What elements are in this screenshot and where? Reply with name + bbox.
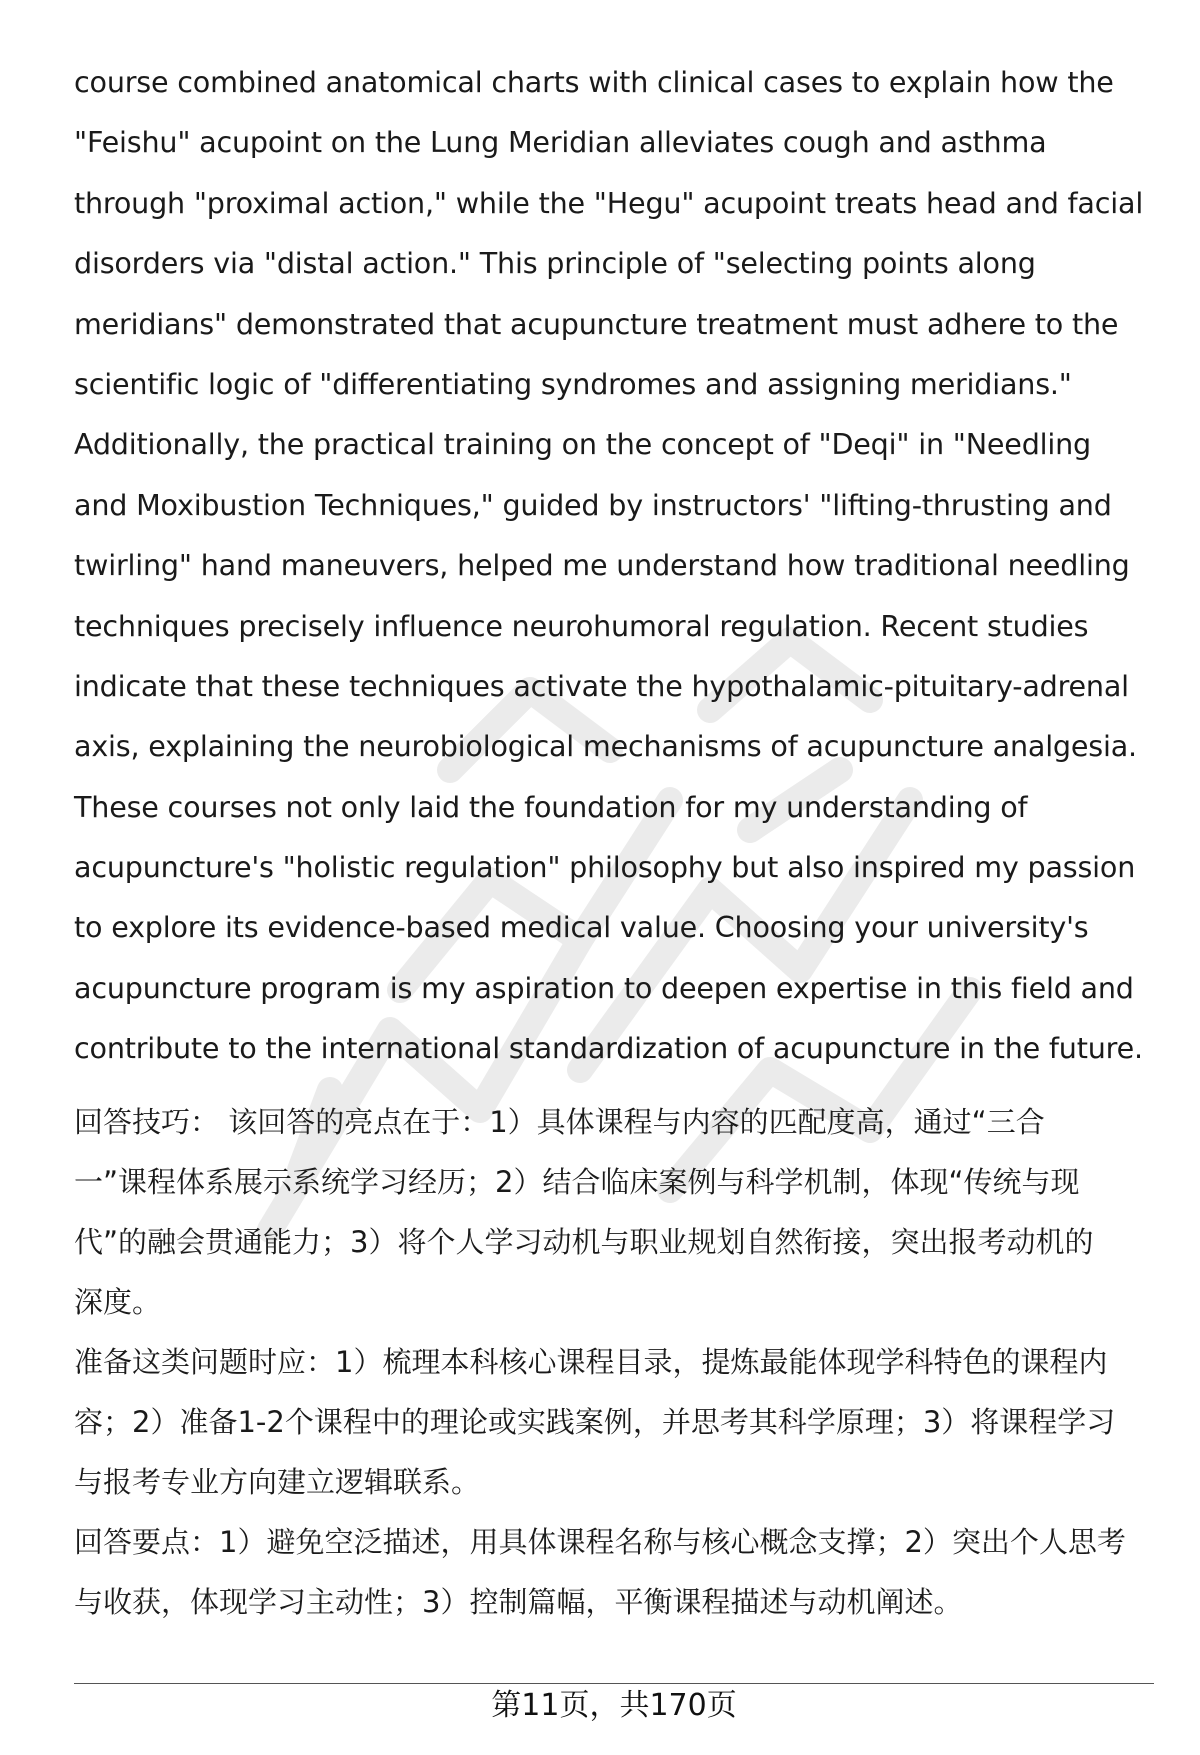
footer-divider	[74, 1683, 1154, 1684]
english-line: disorders via "distal action." This principle of "selecting points along	[74, 246, 1036, 281]
answer-tips-line: 深度。	[74, 1285, 162, 1319]
answer-points-line: 回答要点：1）避免空泛描述，用具体课程名称与核心概念支撑；2）突出个人思考	[74, 1525, 1126, 1559]
preparation-line: 与报考专业方向建立逻辑联系。	[74, 1465, 481, 1499]
answer-tips-line: 一”课程体系展示系统学习经历；2）结合临床案例与科学机制，体现“传统与现	[74, 1165, 1080, 1199]
answer-tips-line: 代”的融会贯通能力；3）将个人学习动机与职业规划自然衔接，突出报考动机的	[74, 1225, 1094, 1259]
english-line: techniques precisely influence neurohumoral regulation. Recent studies	[74, 608, 1089, 643]
english-line: through "proximal action," while the "Hegu" acupoint treats head and facial	[74, 185, 1144, 220]
english-paragraph	[74, 52, 1144, 1079]
page-number: 第11页，共170页	[491, 1688, 737, 1723]
english-line: axis, explaining the neurobiological mechanisms of acupuncture analgesia.	[74, 729, 1137, 764]
english-line: and Moxibustion Techniques," guided by instructors' "lifting-thrusting and	[74, 487, 1112, 522]
english-line: contribute to the international standardization of acupuncture in the future.	[74, 1031, 1143, 1066]
english-line: Additionally, the practical training on the concept of "Deqi" in "Needling	[74, 427, 1092, 462]
english-line: indicate that these techniques activate the hypothalamic-pituitary-adrenal	[74, 668, 1129, 703]
english-line: "Feishu" acupoint on the Lung Meridian alleviates cough and asthma	[74, 125, 1047, 160]
english-line: These courses not only laid the foundation for my understanding of	[74, 789, 1028, 824]
english-line: acupuncture's "holistic regulation" philosophy but also inspired my passion	[74, 850, 1136, 885]
english-line: twirling" hand maneuvers, helped me understand how traditional needling	[74, 548, 1130, 583]
english-line: acupuncture program is my aspiration to deepen expertise in this field and	[74, 970, 1134, 1005]
answer-points-line: 与收获，体现学习主动性；3）控制篇幅，平衡课程描述与动机阐述。	[74, 1585, 963, 1619]
preparation-line: 准备这类问题时应：1）梳理本科核心课程目录，提炼最能体现学科特色的课程内	[74, 1345, 1108, 1379]
answer-tips-line: 回答技巧： 该回答的亮点在于：1）具体课程与内容的匹配度高，通过“三合	[74, 1105, 1045, 1139]
english-line: scientific logic of "differentiating syndromes and assigning meridians."	[74, 366, 1072, 401]
english-line: meridians" demonstrated that acupuncture treatment must adhere to the	[74, 306, 1119, 341]
chinese-notes	[74, 1092, 1144, 1632]
english-line: to explore its evidence-based medical value. Choosing your university's	[74, 910, 1089, 945]
preparation-line: 容；2）准备1-2个课程中的理论或实践案例，并思考其科学原理；3）将课程学习	[74, 1405, 1116, 1439]
english-line: course combined anatomical charts with clinical cases to explain how the	[74, 65, 1114, 99]
